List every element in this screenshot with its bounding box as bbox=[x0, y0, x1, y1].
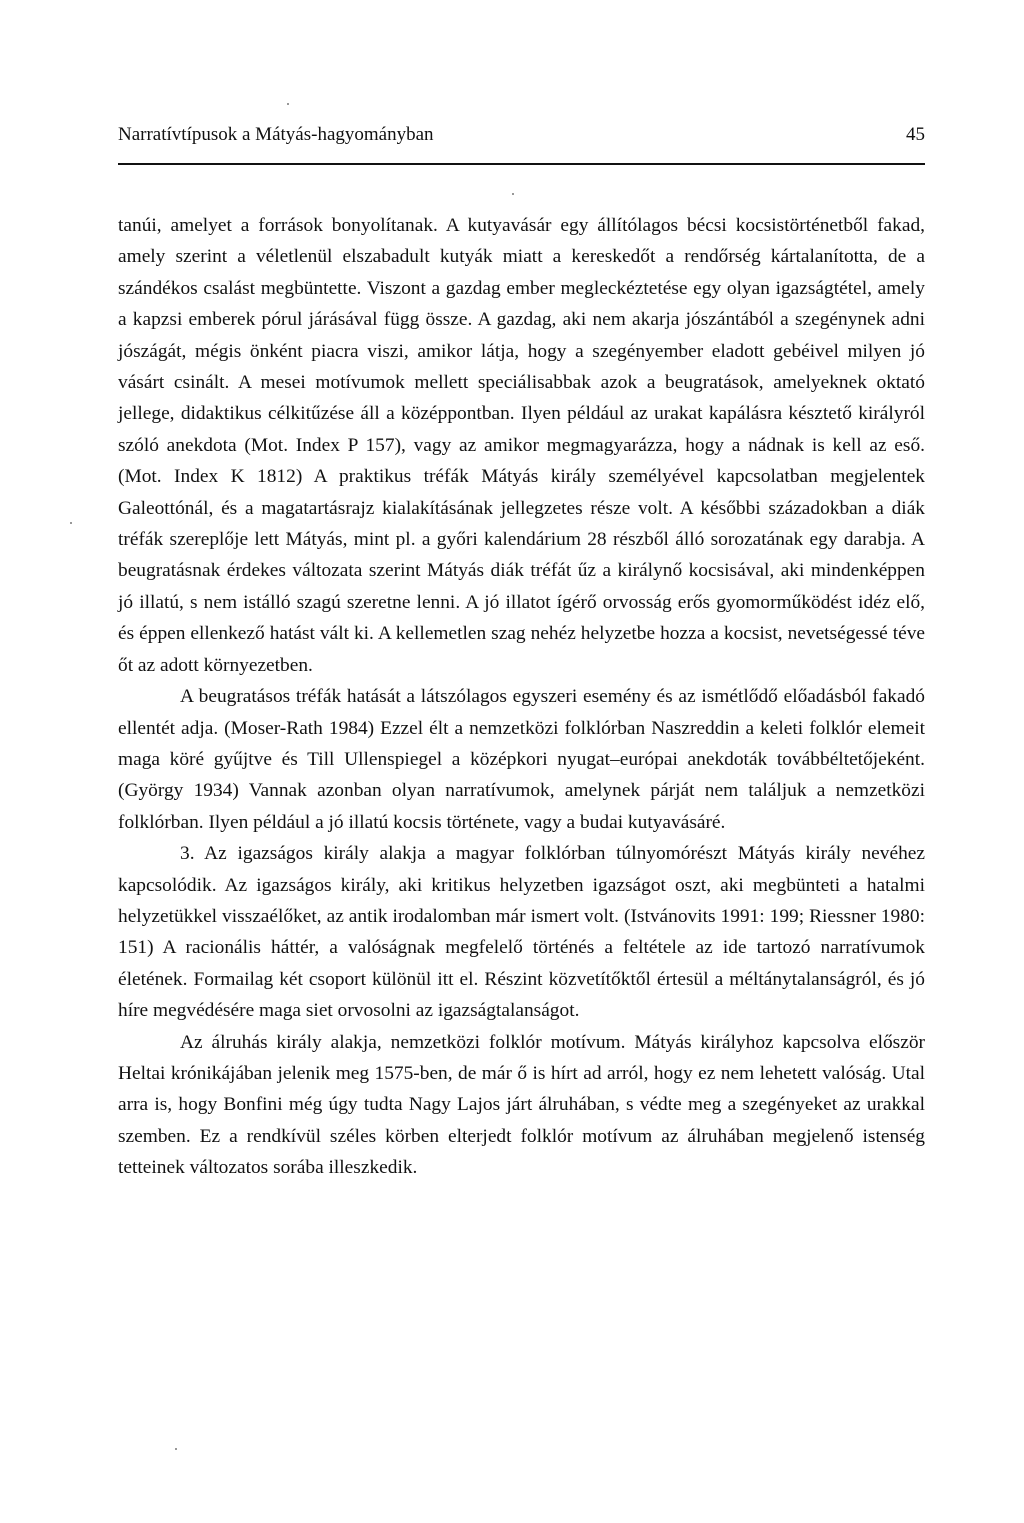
running-title: Narratívtípusok a Mátyás-hagyományban bbox=[118, 124, 434, 145]
paragraph-prank-effects: A beugratásos tréfák hatását a látszólagos egyszeri esemény és az ismétlődő előadásból fakadó ellentét adja. (Moser-Rath 1984) Ezzel élt a nemzetközi folklórban Naszreddin a keleti folklór elemeit maga köré gyűjtve és Till Ullenspiegel a középkori nyugat–európai anekdoták továbbéltetőjeként. (György 1934) Vannak azonban olyan narratívumok, amelynek párját nem találjuk a nemzetközi folklórban. Ilyen például a jó illatú kocsis története, vagy a budai kutyavásáré. bbox=[118, 686, 925, 833]
scan-speck bbox=[175, 1448, 177, 1450]
scan-speck bbox=[512, 193, 514, 195]
paragraph-disguised-king: Az álruhás király alakja, nemzetközi folklór motívum. Mátyás királyhoz kapcsolva először Heltai krónikájában jelenik meg 1575-ben, de már ő is hírt ad arról, hogy ez nem lehetett valóság. Utal arra is, hogy Bonfini még úgy tudta Nagy Lajos járt álruhában, s védte meg a szegényeket az urakkal szemben. Ez a rendkívül széles körben elterjedt folklór motívum az álruhában megjelenő istenség tetteinek változatos sorába illeszkedik. bbox=[118, 1031, 925, 1179]
header-rule bbox=[118, 163, 925, 165]
scan-speck bbox=[70, 522, 72, 524]
paragraph-continuation: tanúi, amelyet a források bonyolítanak. A kutyavásár egy állítólagos bécsi kocsistörténetből fakad, amely szerint a véletlenül elszabadult kutyák miatt a kereskedőt a rendőrség kártalanította, de a szándékos csalást megbüntette. Viszont a gazdag ember megleckéztetése egy olyan igazságtétel, amely a kapzsi emberek pórul járásával függ össze. A gazdag, aki nem akarja jószántából a szegénynek adni jószágát, mégis önként piacra viszi, amikor látja, hogy a szegényember eladott gebéivel milyen jó vásárt csinált. A mesei motívumok mellett speciálisabbak azok a beugratások, amelyeknek oktató jellege, didaktikus célkitűzése áll a középpontban. Ilyen például az urakat kapálásra késztető királyról szóló anekdota (Mot. Index P 157), vagy az amikor megmagyarázza, hogy a nádnak is kell az eső. (Mot. Index K 1812) A praktikus tréfák Mátyás király személyével kapcsolatban megjelentek Galeottónál, és a magatartásrajz kialakításának jellegzetes része volt. A későbbi századokban a diák tréfák szereplője lett Mátyás, mint pl. a győri kalendárium 28 részből álló sorozatának egy darabja. A beugratásnak érdekes változata szerint Mátyás diák tréfát űz a királynő kocsisával, aki mindenképpen jó illatú, s nem istálló szagú szeretne lenni. A jó illatot ígérő orvosság erős gyomorműködést idéz elő, és éppen ellenkező hatást vált ki. A kellemetlen szag nehéz helyzetbe hozza a kocsist, nevetségessé téve őt az adott környezetben. bbox=[118, 215, 925, 676]
paragraph-just-king: 3. Az igazságos király alakja a magyar folklórban túlnyomórészt Mátyás király nevéhez kapcsolódik. Az igazságos király, aki kritikus helyzetben igazságot oszt, aki megbünteti a hatalmi helyzetükkel visszaélőket, az antik irodalomban már ismert volt. (Istvánovits 1991: 199; Riessner 1980: 151) A racionális háttér, a valóságnak megfelelő történés a feltétele az ide tartozó narratívumok életének. Formailag két csoport különül itt el. Részint közvetítőktől értesül a méltánytalanságról, és jó híre megvédésére maga siet orvosolni az igazságtalanságot. bbox=[118, 843, 925, 1022]
running-header bbox=[118, 124, 925, 154]
body-text bbox=[118, 210, 925, 1184]
scan-speck bbox=[287, 103, 289, 105]
page-number: 45 bbox=[906, 124, 925, 145]
